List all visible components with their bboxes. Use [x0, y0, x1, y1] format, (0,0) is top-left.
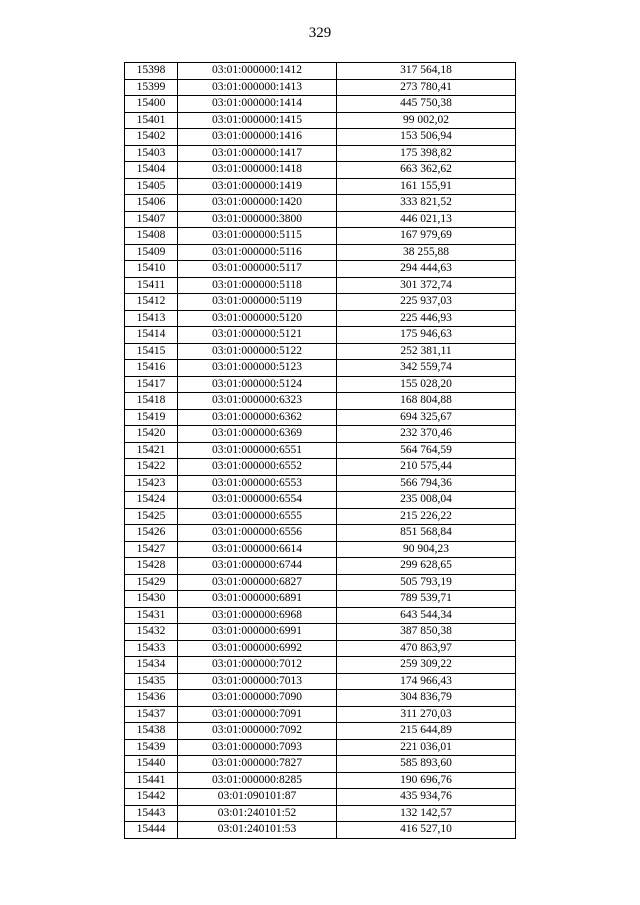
cadastral-number-cell: 03:01:000000:5116: [178, 244, 337, 261]
cadastral-number-cell: 03:01:000000:1418: [178, 162, 337, 179]
cadastral-value-cell: 789 539,71: [337, 591, 516, 608]
table-row: [125, 112, 516, 129]
cadastral-number-cell: 03:01:000000:5117: [178, 261, 337, 278]
row-number-cell: 15408: [125, 228, 178, 245]
cadastral-number-cell: 03:01:000000:5122: [178, 343, 337, 360]
cadastral-value-cell: 470 863,97: [337, 640, 516, 657]
table-row: [125, 310, 516, 327]
cadastral-value-cell: 168 804,88: [337, 393, 516, 410]
cadastral-value-cell: 99 002,02: [337, 112, 516, 129]
row-number-cell: 15426: [125, 525, 178, 542]
cadastral-value-cell: 38 255,88: [337, 244, 516, 261]
cadastral-number-cell: 03:01:000000:5123: [178, 360, 337, 377]
row-number-cell: 15433: [125, 640, 178, 657]
table-row: [125, 492, 516, 509]
cadastral-number-cell: 03:01:000000:7827: [178, 756, 337, 773]
row-number-cell: 15405: [125, 178, 178, 195]
table-row: [125, 327, 516, 344]
cadastral-value-cell: 294 444,63: [337, 261, 516, 278]
table-row: [125, 228, 516, 245]
row-number-cell: 15410: [125, 261, 178, 278]
table-row: [125, 409, 516, 426]
row-number-cell: 15414: [125, 327, 178, 344]
row-number-cell: 15431: [125, 607, 178, 624]
row-number-cell: 15429: [125, 574, 178, 591]
table-row: [125, 426, 516, 443]
table-row: [125, 508, 516, 525]
row-number-cell: 15416: [125, 360, 178, 377]
table-row: [125, 442, 516, 459]
cadastral-number-cell: 03:01:000000:6991: [178, 624, 337, 641]
cadastral-number-cell: 03:01:000000:5120: [178, 310, 337, 327]
cadastral-value-cell: 190 696,76: [337, 772, 516, 789]
row-number-cell: 15428: [125, 558, 178, 575]
row-number-cell: 15432: [125, 624, 178, 641]
cadastral-value-cell: 342 559,74: [337, 360, 516, 377]
cadastral-number-cell: 03:01:090101:87: [178, 789, 337, 806]
table-row: [125, 772, 516, 789]
table-row: [125, 294, 516, 311]
cadastral-value-cell: 132 142,57: [337, 805, 516, 822]
cadastral-value-cell: 259 309,22: [337, 657, 516, 674]
cadastral-value-cell: 435 934,76: [337, 789, 516, 806]
cadastral-value-cell: 232 370,46: [337, 426, 516, 443]
row-number-cell: 15412: [125, 294, 178, 311]
row-number-cell: 15402: [125, 129, 178, 146]
cadastral-number-cell: 03:01:000000:8285: [178, 772, 337, 789]
cadastral-value-cell: 174 966,43: [337, 673, 516, 690]
cadastral-value-cell: 304 836,79: [337, 690, 516, 707]
row-number-cell: 15411: [125, 277, 178, 294]
cadastral-value-cell: 446 021,13: [337, 211, 516, 228]
row-number-cell: 15413: [125, 310, 178, 327]
table-row: [125, 145, 516, 162]
cadastral-value-cell: 215 644,89: [337, 723, 516, 740]
row-number-cell: 15423: [125, 475, 178, 492]
table-row: [125, 739, 516, 756]
cadastral-number-cell: 03:01:000000:6553: [178, 475, 337, 492]
table-row: [125, 822, 516, 839]
table-row: [125, 277, 516, 294]
cadastral-number-cell: 03:01:000000:5124: [178, 376, 337, 393]
table-row: [125, 706, 516, 723]
row-number-cell: 15399: [125, 79, 178, 96]
cadastral-value-cell: 416 527,10: [337, 822, 516, 839]
table-row: [125, 624, 516, 641]
cadastral-value-cell: 299 628,65: [337, 558, 516, 575]
cadastral-number-cell: 03:01:000000:6556: [178, 525, 337, 542]
cadastral-value-cell: 153 506,94: [337, 129, 516, 146]
table-row: [125, 360, 516, 377]
row-number-cell: 15442: [125, 789, 178, 806]
table-row: [125, 178, 516, 195]
cadastral-number-cell: 03:01:240101:53: [178, 822, 337, 839]
cadastral-value-cell: 175 398,82: [337, 145, 516, 162]
cadastral-value-cell: 663 362,62: [337, 162, 516, 179]
page-number: 329: [308, 25, 332, 41]
row-number-cell: 15398: [125, 63, 178, 80]
cadastral-number-cell: 03:01:000000:7090: [178, 690, 337, 707]
cadastral-number-cell: 03:01:000000:6554: [178, 492, 337, 509]
cadastral-number-cell: 03:01:000000:5121: [178, 327, 337, 344]
cadastral-value-cell: 161 155,91: [337, 178, 516, 195]
cadastral-value-cell: 155 028,20: [337, 376, 516, 393]
cadastral-value-cell: 585 893,60: [337, 756, 516, 773]
cadastral-number-cell: 03:01:000000:1415: [178, 112, 337, 129]
table-row: [125, 789, 516, 806]
table-row: [125, 541, 516, 558]
cadastral-number-cell: 03:01:000000:5118: [178, 277, 337, 294]
cadastral-number-cell: 03:01:240101:52: [178, 805, 337, 822]
cadastral-number-cell: 03:01:000000:1414: [178, 96, 337, 113]
cadastral-number-cell: 03:01:000000:6891: [178, 591, 337, 608]
table-row: [125, 607, 516, 624]
cadastral-value-cell: 445 750,38: [337, 96, 516, 113]
table-row: [125, 657, 516, 674]
cadastral-value-cell: 643 544,34: [337, 607, 516, 624]
cadastral-number-cell: 03:01:000000:1412: [178, 63, 337, 80]
cadastral-number-cell: 03:01:000000:6744: [178, 558, 337, 575]
row-number-cell: 15443: [125, 805, 178, 822]
table-row: [125, 459, 516, 476]
table-row: [125, 79, 516, 96]
table-row: [125, 393, 516, 410]
table-row: [125, 558, 516, 575]
row-number-cell: 15440: [125, 756, 178, 773]
cadastral-number-cell: 03:01:000000:6827: [178, 574, 337, 591]
table-body: [125, 63, 516, 839]
table-row: [125, 376, 516, 393]
cadastral-value-cell: 505 793,19: [337, 574, 516, 591]
row-number-cell: 15407: [125, 211, 178, 228]
table-row: [125, 343, 516, 360]
cadastral-number-cell: 03:01:000000:6369: [178, 426, 337, 443]
cadastral-value-cell: 273 780,41: [337, 79, 516, 96]
table-row: [125, 162, 516, 179]
cadastral-value-cell: 301 372,74: [337, 277, 516, 294]
cadastral-number-cell: 03:01:000000:1420: [178, 195, 337, 212]
cadastral-number-cell: 03:01:000000:7093: [178, 739, 337, 756]
row-number-cell: 15421: [125, 442, 178, 459]
cadastral-number-cell: 03:01:000000:7012: [178, 657, 337, 674]
cadastral-number-cell: 03:01:000000:7091: [178, 706, 337, 723]
row-number-cell: 15438: [125, 723, 178, 740]
cadastral-number-cell: 03:01:000000:6614: [178, 541, 337, 558]
table-row: [125, 63, 516, 80]
cadastral-value-cell: 235 008,04: [337, 492, 516, 509]
cadastral-value-cell: 215 226,22: [337, 508, 516, 525]
cadastral-number-cell: 03:01:000000:5115: [178, 228, 337, 245]
row-number-cell: 15439: [125, 739, 178, 756]
cadastral-number-cell: 03:01:000000:6968: [178, 607, 337, 624]
row-number-cell: 15425: [125, 508, 178, 525]
cadastral-number-cell: 03:01:000000:6555: [178, 508, 337, 525]
row-number-cell: 15422: [125, 459, 178, 476]
row-number-cell: 15434: [125, 657, 178, 674]
table-row: [125, 475, 516, 492]
cadastral-value-cell: 333 821,52: [337, 195, 516, 212]
table-row: [125, 673, 516, 690]
table-row: [125, 129, 516, 146]
table-row: [125, 525, 516, 542]
table-row: [125, 574, 516, 591]
table-row: [125, 211, 516, 228]
cadastral-value-cell: 175 946,63: [337, 327, 516, 344]
cadastral-number-cell: 03:01:000000:5119: [178, 294, 337, 311]
cadastral-number-cell: 03:01:000000:6323: [178, 393, 337, 410]
row-number-cell: 15436: [125, 690, 178, 707]
cadastral-number-cell: 03:01:000000:1416: [178, 129, 337, 146]
cadastral-number-cell: 03:01:000000:6992: [178, 640, 337, 657]
table-row: [125, 261, 516, 278]
row-number-cell: 15430: [125, 591, 178, 608]
table-row: [125, 591, 516, 608]
cadastral-value-cell: 252 381,11: [337, 343, 516, 360]
row-number-cell: 15404: [125, 162, 178, 179]
table-row: [125, 690, 516, 707]
cadastral-value-cell: 566 794,36: [337, 475, 516, 492]
table-row: [125, 640, 516, 657]
cadastral-value-cell: 387 850,38: [337, 624, 516, 641]
cadastral-value-cell: 564 764,59: [337, 442, 516, 459]
cadastral-value-cell: 311 270,03: [337, 706, 516, 723]
row-number-cell: 15400: [125, 96, 178, 113]
cadastral-number-cell: 03:01:000000:1419: [178, 178, 337, 195]
row-number-cell: 15420: [125, 426, 178, 443]
row-number-cell: 15424: [125, 492, 178, 509]
row-number-cell: 15435: [125, 673, 178, 690]
cadastral-value-cell: 225 446,93: [337, 310, 516, 327]
cadastral-number-cell: 03:01:000000:6552: [178, 459, 337, 476]
row-number-cell: 15403: [125, 145, 178, 162]
row-number-cell: 15418: [125, 393, 178, 410]
cadastral-number-cell: 03:01:000000:6362: [178, 409, 337, 426]
cadastral-value-cell: 221 036,01: [337, 739, 516, 756]
cadastral-number-cell: 03:01:000000:7092: [178, 723, 337, 740]
cadastral-number-cell: 03:01:000000:1417: [178, 145, 337, 162]
cadastral-value-cell: 694 325,67: [337, 409, 516, 426]
row-number-cell: 15441: [125, 772, 178, 789]
cadastral-number-cell: 03:01:000000:7013: [178, 673, 337, 690]
cadastral-number-cell: 03:01:000000:6551: [178, 442, 337, 459]
cadastral-value-cell: 851 568,84: [337, 525, 516, 542]
row-number-cell: 15401: [125, 112, 178, 129]
cadastral-value-cell: 90 904,23: [337, 541, 516, 558]
table-row: [125, 244, 516, 261]
cadastral-value-cell: 317 564,18: [337, 63, 516, 80]
row-number-cell: 15444: [125, 822, 178, 839]
row-number-cell: 15417: [125, 376, 178, 393]
cadastral-number-cell: 03:01:000000:3800: [178, 211, 337, 228]
row-number-cell: 15415: [125, 343, 178, 360]
cadastral-value-table: [124, 62, 516, 839]
table-row: [125, 805, 516, 822]
cadastral-value-cell: 167 979,69: [337, 228, 516, 245]
row-number-cell: 15409: [125, 244, 178, 261]
table-row: [125, 96, 516, 113]
row-number-cell: 15406: [125, 195, 178, 212]
table-row: [125, 195, 516, 212]
cadastral-number-cell: 03:01:000000:1413: [178, 79, 337, 96]
row-number-cell: 15419: [125, 409, 178, 426]
table-row: [125, 723, 516, 740]
table-row: [125, 756, 516, 773]
cadastral-value-cell: 210 575,44: [337, 459, 516, 476]
row-number-cell: 15437: [125, 706, 178, 723]
cadastral-value-cell: 225 937,03: [337, 294, 516, 311]
row-number-cell: 15427: [125, 541, 178, 558]
